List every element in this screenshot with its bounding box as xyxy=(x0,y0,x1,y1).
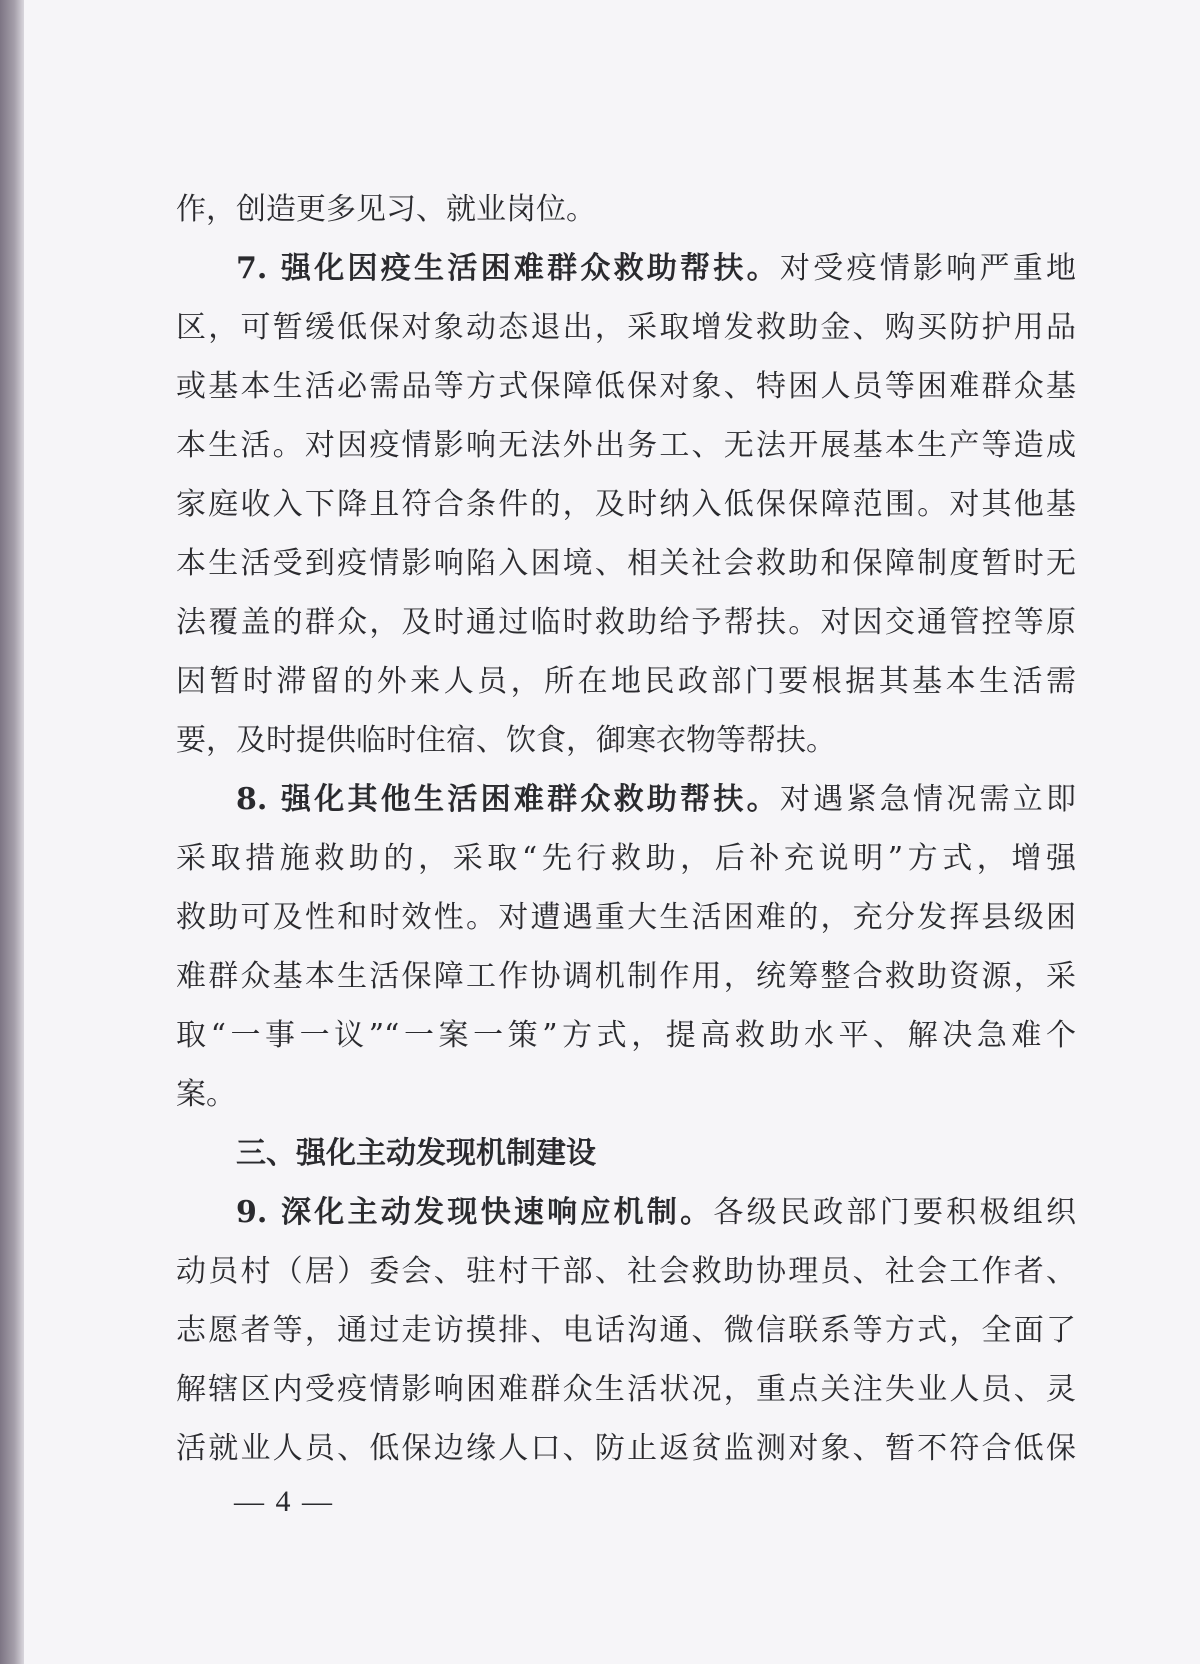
line-text: 志愿者等，通过走访摸排、电话沟通、微信联系等方式，全面了 xyxy=(176,1313,1076,1348)
line-text: 本生活受到疫情影响陷入困境、相关社会救助和保障制度暂时无 xyxy=(176,546,1076,581)
body-line xyxy=(176,1006,1076,1065)
body-line xyxy=(176,947,1076,1006)
document-body xyxy=(176,180,1076,1478)
line-text: 采取措施救助的，采取“先行救助，后补充说明”方式，增强 xyxy=(176,841,1076,876)
body-line xyxy=(176,180,1076,239)
line-text: 难群众基本生活保障工作协调机制作用，统筹整合救助资源，采 xyxy=(176,959,1076,994)
line-text: 救助可及性和时效性。对遭遇重大生活困难的，充分发挥县级困 xyxy=(176,900,1076,935)
line-text: 要，及时提供临时住宿、饮食，御寒衣物等帮扶。 xyxy=(176,723,836,758)
body-line xyxy=(176,652,1076,711)
line-text: 动员村（居）委会、驻村干部、社会救助协理员、社会工作者、 xyxy=(176,1254,1076,1289)
line-text: 对受疫情影响严重地 xyxy=(779,251,1076,286)
line-text: 本生活。对因疫情影响无法外出务工、无法开展基本生产等造成 xyxy=(176,428,1076,463)
line-text: 或基本生活必需品等方式保障低保对象、特困人员等困难群众基 xyxy=(176,369,1076,404)
body-line xyxy=(176,1360,1076,1419)
body-line xyxy=(176,357,1076,416)
body-line xyxy=(176,298,1076,357)
body-line xyxy=(176,416,1076,475)
item-lead: 9. 深化主动发现快速响应机制。 xyxy=(236,1195,714,1230)
line-text: 家庭收入下降且符合条件的，及时纳入低保保障范围。对其他基 xyxy=(176,487,1076,522)
numbered-item-7 xyxy=(176,239,1076,298)
line-text: 各级民政部门要积极组织 xyxy=(713,1195,1077,1230)
line-text: 法覆盖的群众，及时通过临时救助给予帮扶。对因交通管控等原 xyxy=(176,605,1076,640)
section-heading xyxy=(176,1124,1076,1183)
body-line xyxy=(176,888,1076,947)
line-text: 区，可暂缓低保对象动态退出，采取增发救助金、购买防护用品 xyxy=(176,310,1076,345)
numbered-item-9 xyxy=(176,1183,1076,1242)
body-line xyxy=(176,1419,1076,1478)
body-line xyxy=(176,534,1076,593)
line-text: 因暂时滞留的外来人员，所在地民政部门要根据其基本生活需 xyxy=(176,664,1076,699)
line-text: 活就业人员、低保边缘人口、防止返贫监测对象、暂不符合低保 xyxy=(176,1431,1076,1466)
item-lead: 8. 强化其他生活困难群众救助帮扶。 xyxy=(236,782,780,817)
body-line xyxy=(176,1065,1076,1124)
page-number: — 4 — xyxy=(234,1485,334,1518)
scan-edge xyxy=(0,0,24,1664)
line-text: 案。 xyxy=(176,1077,236,1112)
body-line xyxy=(176,593,1076,652)
body-line xyxy=(176,1242,1076,1301)
line-text: 对遇紧急情况需立即 xyxy=(779,782,1076,817)
numbered-item-8 xyxy=(176,770,1076,829)
body-line xyxy=(176,475,1076,534)
body-line xyxy=(176,829,1076,888)
line-text: 解辖区内受疫情影响困难群众生活状况，重点关注失业人员、灵 xyxy=(176,1372,1076,1407)
item-lead: 7. 强化因疫生活困难群众救助帮扶。 xyxy=(236,251,780,286)
line-text: 取“一事一议”“一案一策”方式，提高救助水平、解决急难个 xyxy=(176,1018,1076,1053)
body-line xyxy=(176,711,1076,770)
document-page xyxy=(24,0,1200,1664)
line-text: 作，创造更多见习、就业岗位。 xyxy=(176,192,596,227)
heading-text: 三、强化主动发现机制建设 xyxy=(236,1136,596,1171)
body-line xyxy=(176,1301,1076,1360)
